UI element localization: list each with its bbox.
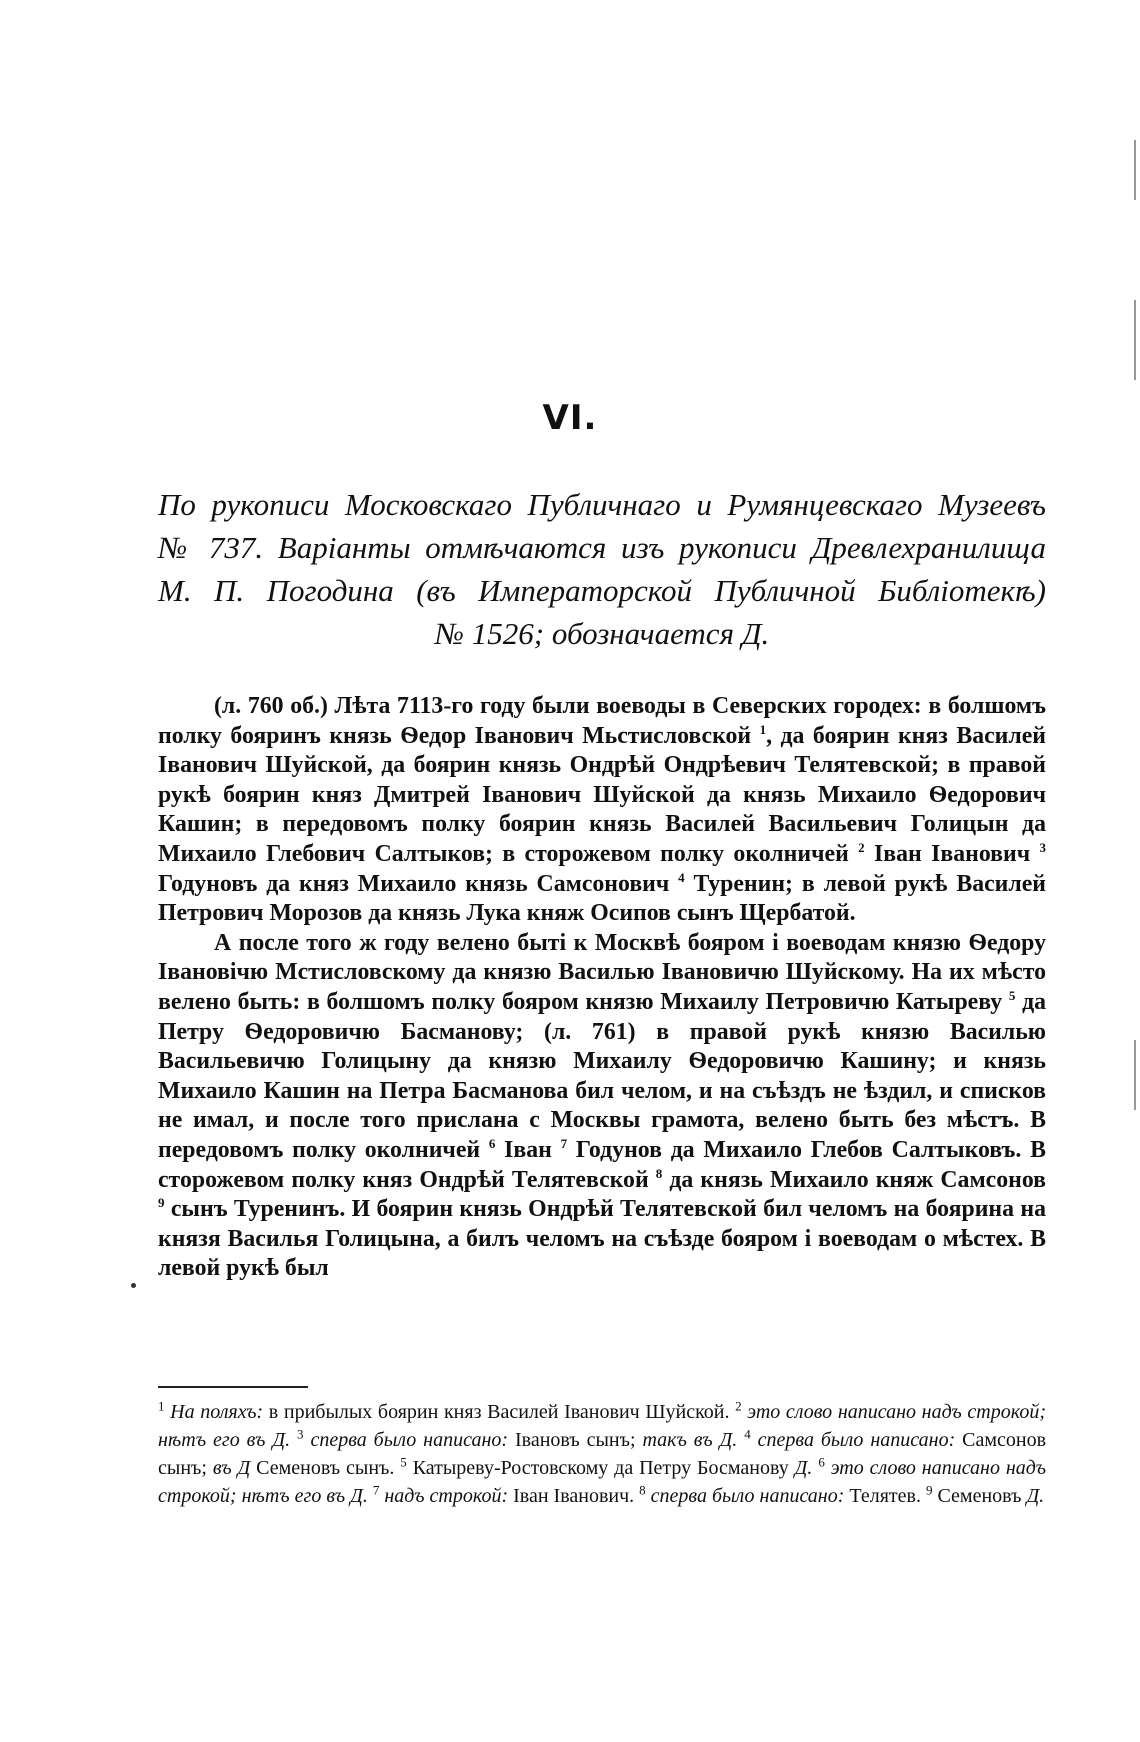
heading-line: № 737. Варіанты отмѣчаются изъ рукописи Древлехранилища: [158, 530, 1046, 565]
footnote-ref[interactable]: 3: [1039, 840, 1046, 856]
footnote-text: Семеновъ сынъ.: [250, 1457, 401, 1479]
footnote-editorial: такъ въ Д.: [642, 1429, 738, 1451]
footnote-ref[interactable]: 7: [560, 1135, 568, 1151]
footnote-number: 7: [372, 1482, 380, 1498]
footnote-text: Телятев.: [844, 1485, 926, 1507]
footnote-ref[interactable]: 6: [488, 1135, 496, 1151]
footnote-text: Самсонов сынъ;: [158, 1429, 1047, 1479]
footnote-editorial: Д.: [1026, 1485, 1045, 1507]
scan-edge-mark: [1134, 140, 1136, 200]
text-run: да Петру Ѳедоровичю Басманову; (л. 761) в правой рукѣ князю Василью Васильевичю Голицыну да князю Михаилу Ѳедоровичю Кашину; и князь Михаило Кашин на Петра Басманова бил челом, и на съѣздъ не ѣздил, и списков не имал, и после того прислана с Москвы грамота, велено быть без мѣстъ. В передовомъ полку околничей: [158, 988, 1047, 1163]
text-run: Годунов да Михаило Глебов Салтыковъ. В сторожевом полку княз Ондрѣй Телятевской: [158, 1136, 1046, 1193]
heading-line: По рукописи Московскаго Публичнаго и Румянцевскаго Музеевъ: [158, 487, 1046, 522]
footnote-divider: [158, 1386, 308, 1388]
heading-line: М. П. Погодина (въ Императорской Публичной Библіотекѣ): [158, 573, 1046, 608]
footnote-ref[interactable]: 9: [158, 1195, 165, 1211]
footnote-editorial: сперва было написано:: [757, 1429, 956, 1451]
footnote-number: 1: [158, 1398, 165, 1414]
footnote-ref[interactable]: 1: [759, 721, 767, 737]
footnotes: [158, 1398, 1046, 1510]
footnote-text: Семеновъ: [932, 1485, 1027, 1507]
source-heading: [158, 483, 1046, 655]
footnote-text: Катыреву-Ростовскому да Петру Босманову: [406, 1457, 795, 1479]
text-run: сынъ Туренинъ. И боярин князь Ондрѣй Телятевской бил челомъ на боярина на князя Василья Голицына, а билъ челомъ на съѣзде бояром і воеводам о мѣстех. В левой рукѣ был: [158, 1196, 1046, 1282]
main-text: [158, 692, 1046, 1284]
footnote-number: 6: [818, 1454, 825, 1470]
footnote-ref[interactable]: 4: [678, 869, 685, 885]
chapter-number: VI.: [542, 398, 598, 438]
footnote-editorial: это слово написано надъ строкой; нѣтъ его въ Д.: [158, 1401, 1047, 1451]
footnote-editorial: это слово написано надъ строкой; нѣтъ его въ Д.: [158, 1457, 1047, 1507]
footnote-ref[interactable]: 2: [858, 840, 865, 856]
footnote-ref[interactable]: 5: [1008, 988, 1016, 1004]
footnote-editorial: Д.: [794, 1457, 813, 1479]
text-run: Іван: [495, 1136, 561, 1163]
paragraph-2: [158, 929, 1046, 1284]
text-run: Туренин; в левой рукѣ Василей Петрович Морозов да князь Лука княж Осипов сынъ Щербатой.: [158, 870, 1046, 927]
text-run: да князь Михаило княж Самсонов: [662, 1166, 1046, 1193]
footnote-number: 3: [297, 1426, 304, 1442]
text-run: Годуновъ да княз Михаило князь Самсонович: [158, 870, 679, 897]
heading-line: № 1526; обозначается Д.: [434, 616, 770, 651]
footnote-editorial: На поляхъ:: [170, 1401, 264, 1423]
footnote-number: 5: [400, 1454, 407, 1470]
footnote-text: в прибылых боярин княз Василей Іванович Шуйской.: [263, 1401, 736, 1423]
footnote-number: 4: [744, 1426, 751, 1442]
footnote-editorial: надъ строкой:: [384, 1485, 509, 1507]
footnote-ref[interactable]: 8: [655, 1165, 663, 1181]
margin-dot: [131, 1283, 136, 1288]
scan-edge-mark: [1134, 1040, 1136, 1110]
footnote-text: Іван Іванович.: [508, 1485, 640, 1507]
text-run: Іван Іванович: [864, 840, 1040, 867]
paragraph-1: [158, 692, 1046, 929]
text-run: (л. 760 об.) Лѣта 7113-го году были воеводы в Северских городех: в болшомъ полку бояринъ князь Ѳедор Іванович Мьстисловской: [158, 693, 1046, 749]
footnote-number: 8: [639, 1482, 646, 1498]
footnote-editorial: сперва было написано:: [310, 1429, 509, 1451]
text-run: , да боярин княз Василей Іванович Шуйской, да боярин князь Ондрѣй Ондрѣевич Телятевской; в правой рукѣ боярин княз Дмитрей Іванович Шуйской да князь Михаило Ѳедорович Кашин; в передовомъ полку боярин князь Василей Васильевич Голицын да Михаило Глебович Салтыков; в сторожевом полку околничей: [158, 722, 1046, 867]
scan-edge-mark: [1134, 300, 1136, 380]
text-run: А после того ж году велено быті к Москвѣ бояром і воеводам князю Ѳедору Івановічю Мстисловскому да князю Василью Івановичю Шуйскому. На их мѣсто велено быть: в болшомъ полку бояром князю Михаилу Петровичю Катыреву: [158, 929, 1046, 1015]
footnote-editorial: въ Д: [212, 1457, 251, 1479]
footnote-text: Івановъ сынъ;: [508, 1429, 643, 1451]
footnote-editorial: сперва было написано:: [650, 1485, 845, 1507]
footnote-number: 9: [925, 1482, 933, 1498]
footnote-number: 2: [735, 1398, 742, 1414]
